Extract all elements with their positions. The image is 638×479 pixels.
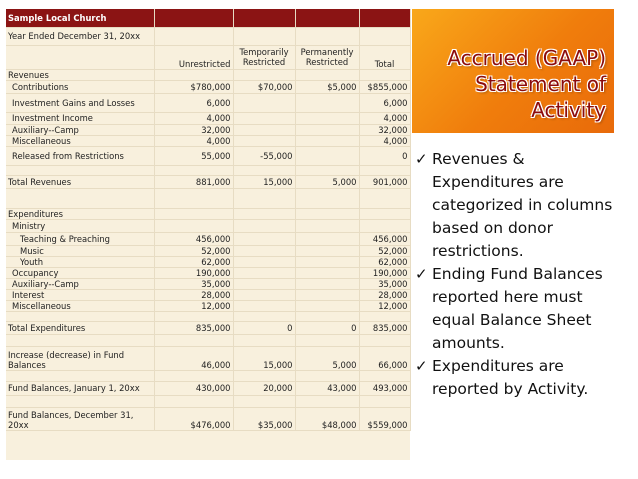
table-row: [6, 135, 410, 146]
cell-total: [359, 208, 410, 219]
cell-temporarily-restricted: -55,000: [233, 146, 295, 165]
cell-unrestricted: 190,000: [154, 267, 233, 278]
bullet-text: Revenues & Expenditures are categorized in columns based on donor restrictions.: [432, 150, 613, 260]
bullet-list: [415, 148, 625, 401]
row-label: Released from Restrictions: [6, 146, 154, 165]
spacer-row: [6, 395, 410, 407]
col-header-perm-line1: Permanently: [300, 47, 354, 57]
slide-title: [447, 45, 606, 123]
statement-of-activity-table: [6, 9, 410, 460]
table-row: [6, 381, 410, 395]
cell-total: 0: [359, 146, 410, 165]
table-row: [6, 300, 410, 311]
cell-permanently-restricted: [295, 232, 359, 245]
table-row: [6, 69, 410, 80]
column-header-row: [6, 45, 410, 69]
cell-permanently-restricted: [295, 219, 359, 232]
row-label: Total Revenues: [6, 175, 154, 188]
table-row: [6, 175, 410, 188]
col-header-unrestricted: Unrestricted: [154, 45, 233, 69]
col-header-temp-line2: Restricted: [242, 57, 286, 67]
cell-temporarily-restricted: 0: [233, 321, 295, 334]
bullet-text: Ending Fund Balances reported here must equal Balance Sheet amounts.: [432, 265, 603, 352]
cell-total: 52,000: [359, 245, 410, 256]
cell-temporarily-restricted: [233, 112, 295, 124]
row-label: Expenditures: [6, 208, 154, 219]
cell-temporarily-restricted: [233, 208, 295, 219]
row-label: Contributions: [6, 80, 154, 93]
cell-permanently-restricted: [295, 112, 359, 124]
cell-temporarily-restricted: [233, 93, 295, 112]
row-label: Ministry: [6, 219, 154, 232]
spacer-row: [6, 370, 410, 381]
row-label: Miscellaneous: [6, 300, 154, 311]
cell-permanently-restricted: [295, 208, 359, 219]
cell-permanently-restricted: [295, 93, 359, 112]
cell-total: 4,000: [359, 135, 410, 146]
cell-temporarily-restricted: 20,000: [233, 381, 295, 395]
cell-unrestricted: 456,000: [154, 232, 233, 245]
cell-total: 32,000: [359, 124, 410, 135]
cell-total: 12,000: [359, 300, 410, 311]
cell-permanently-restricted: [295, 256, 359, 267]
cell-temporarily-restricted: [233, 245, 295, 256]
col-header-perm-line2: Restricted: [305, 57, 349, 67]
cell-permanently-restricted: [295, 300, 359, 311]
cell-unrestricted: 32,000: [154, 124, 233, 135]
cell-unrestricted: 55,000: [154, 146, 233, 165]
table-row: [6, 278, 410, 289]
slide-title-line: Activity: [531, 98, 606, 122]
row-label: Total Expenditures: [6, 321, 154, 334]
table-row: [6, 112, 410, 124]
slide-title-line: Statement of: [475, 72, 606, 96]
row-label: Investment Gains and Losses: [6, 93, 154, 112]
cell-temporarily-restricted: $70,000: [233, 80, 295, 93]
cell-permanently-restricted: $48,000: [295, 407, 359, 430]
table-row: [6, 124, 410, 135]
year-row: [6, 27, 410, 45]
row-label: Fund Balances, December 31, 20xx: [6, 407, 154, 430]
cell-unrestricted: $780,000: [154, 80, 233, 93]
cell-unrestricted: 28,000: [154, 289, 233, 300]
cell-unrestricted: 46,000: [154, 346, 233, 370]
cell-total: 62,000: [359, 256, 410, 267]
cell-total: 835,000: [359, 321, 410, 334]
row-label: Occupancy: [6, 267, 154, 278]
table-row: [6, 208, 410, 219]
cell-total: 6,000: [359, 93, 410, 112]
cell-unrestricted: [154, 208, 233, 219]
cell-unrestricted: 12,000: [154, 300, 233, 311]
cell-unrestricted: 4,000: [154, 112, 233, 124]
cell-permanently-restricted: [295, 278, 359, 289]
row-label: Miscellaneous: [6, 135, 154, 146]
cell-permanently-restricted: [295, 267, 359, 278]
col-header-permanently-restricted: [295, 45, 359, 69]
row-label: Teaching & Preaching: [6, 232, 154, 245]
cell-total: $855,000: [359, 80, 410, 93]
check-mark-icon: ✓: [415, 357, 428, 375]
cell-temporarily-restricted: [233, 278, 295, 289]
table-row: [6, 256, 410, 267]
cell-total: [359, 69, 410, 80]
cell-total: 456,000: [359, 232, 410, 245]
bullet-item: [415, 148, 625, 263]
title-box: [412, 9, 614, 133]
cell-temporarily-restricted: [233, 135, 295, 146]
cell-unrestricted: [154, 219, 233, 232]
spacer-row: [6, 311, 410, 321]
col-header-temporarily-restricted: [233, 45, 295, 69]
cell-total: 493,000: [359, 381, 410, 395]
cell-permanently-restricted: [295, 69, 359, 80]
spacer-row: [6, 188, 410, 208]
cell-temporarily-restricted: [233, 232, 295, 245]
cell-unrestricted: 4,000: [154, 135, 233, 146]
cell-permanently-restricted: [295, 124, 359, 135]
cell-permanently-restricted: 5,000: [295, 346, 359, 370]
cell-unrestricted: 35,000: [154, 278, 233, 289]
cell-unrestricted: [154, 69, 233, 80]
table-row: [6, 146, 410, 165]
check-mark-icon: ✓: [415, 265, 428, 283]
cell-unrestricted: 881,000: [154, 175, 233, 188]
check-mark-icon: ✓: [415, 150, 428, 168]
cell-temporarily-restricted: [233, 267, 295, 278]
cell-total: $559,000: [359, 407, 410, 430]
table-row: [6, 267, 410, 278]
table-row: [6, 232, 410, 245]
slide-title-line: Accrued (GAAP): [447, 46, 606, 70]
cell-temporarily-restricted: [233, 124, 295, 135]
bullet-item: [415, 355, 625, 401]
cell-total: 190,000: [359, 267, 410, 278]
row-label: Investment Income: [6, 112, 154, 124]
table-row: [6, 407, 410, 430]
row-label: Youth: [6, 256, 154, 267]
table-row: [6, 80, 410, 93]
cell-permanently-restricted: 43,000: [295, 381, 359, 395]
spacer-row: [6, 334, 410, 346]
col-header-total: Total: [359, 45, 410, 69]
cell-total: [359, 219, 410, 232]
cell-unrestricted: $476,000: [154, 407, 233, 430]
cell-unrestricted: 52,000: [154, 245, 233, 256]
cell-temporarily-restricted: [233, 300, 295, 311]
spacer-row: [6, 165, 410, 175]
table-row: [6, 346, 410, 370]
row-label: Music: [6, 245, 154, 256]
row-label: Increase (decrease) in Fund Balances: [6, 346, 154, 370]
cell-total: 35,000: [359, 278, 410, 289]
cell-total: 901,000: [359, 175, 410, 188]
cell-temporarily-restricted: 15,000: [233, 346, 295, 370]
bullet-text: Expenditures are reported by Activity.: [432, 357, 589, 398]
cell-permanently-restricted: 5,000: [295, 175, 359, 188]
row-label: Revenues: [6, 69, 154, 80]
table-row: [6, 219, 410, 232]
cell-unrestricted: 6,000: [154, 93, 233, 112]
row-label: Fund Balances, January 1, 20xx: [6, 381, 154, 395]
cell-temporarily-restricted: [233, 219, 295, 232]
row-label: Auxiliary--Camp: [6, 124, 154, 135]
cell-total: 28,000: [359, 289, 410, 300]
cell-permanently-restricted: [295, 245, 359, 256]
cell-temporarily-restricted: $35,000: [233, 407, 295, 430]
table-row: [6, 289, 410, 300]
cell-temporarily-restricted: 15,000: [233, 175, 295, 188]
cell-total: 4,000: [359, 112, 410, 124]
table-row: [6, 245, 410, 256]
row-label: Auxiliary--Camp: [6, 278, 154, 289]
cell-temporarily-restricted: [233, 289, 295, 300]
cell-unrestricted: 430,000: [154, 381, 233, 395]
row-label: Interest: [6, 289, 154, 300]
cell-unrestricted: 835,000: [154, 321, 233, 334]
cell-total: 66,000: [359, 346, 410, 370]
cell-permanently-restricted: $5,000: [295, 80, 359, 93]
table-row: [6, 93, 410, 112]
cell-permanently-restricted: [295, 146, 359, 165]
bullet-item: [415, 263, 625, 355]
cell-temporarily-restricted: [233, 69, 295, 80]
cell-permanently-restricted: [295, 135, 359, 146]
table-header-title: Sample Local Church: [6, 9, 154, 27]
cell-temporarily-restricted: [233, 256, 295, 267]
cell-permanently-restricted: [295, 289, 359, 300]
table-row: [6, 321, 410, 334]
table-header-row: [6, 9, 410, 27]
cell-unrestricted: 62,000: [154, 256, 233, 267]
year-ended-label: Year Ended December 31, 20xx: [6, 27, 154, 45]
cell-permanently-restricted: 0: [295, 321, 359, 334]
col-header-temp-line1: Temporarily: [239, 47, 289, 57]
financial-table: [6, 9, 411, 431]
